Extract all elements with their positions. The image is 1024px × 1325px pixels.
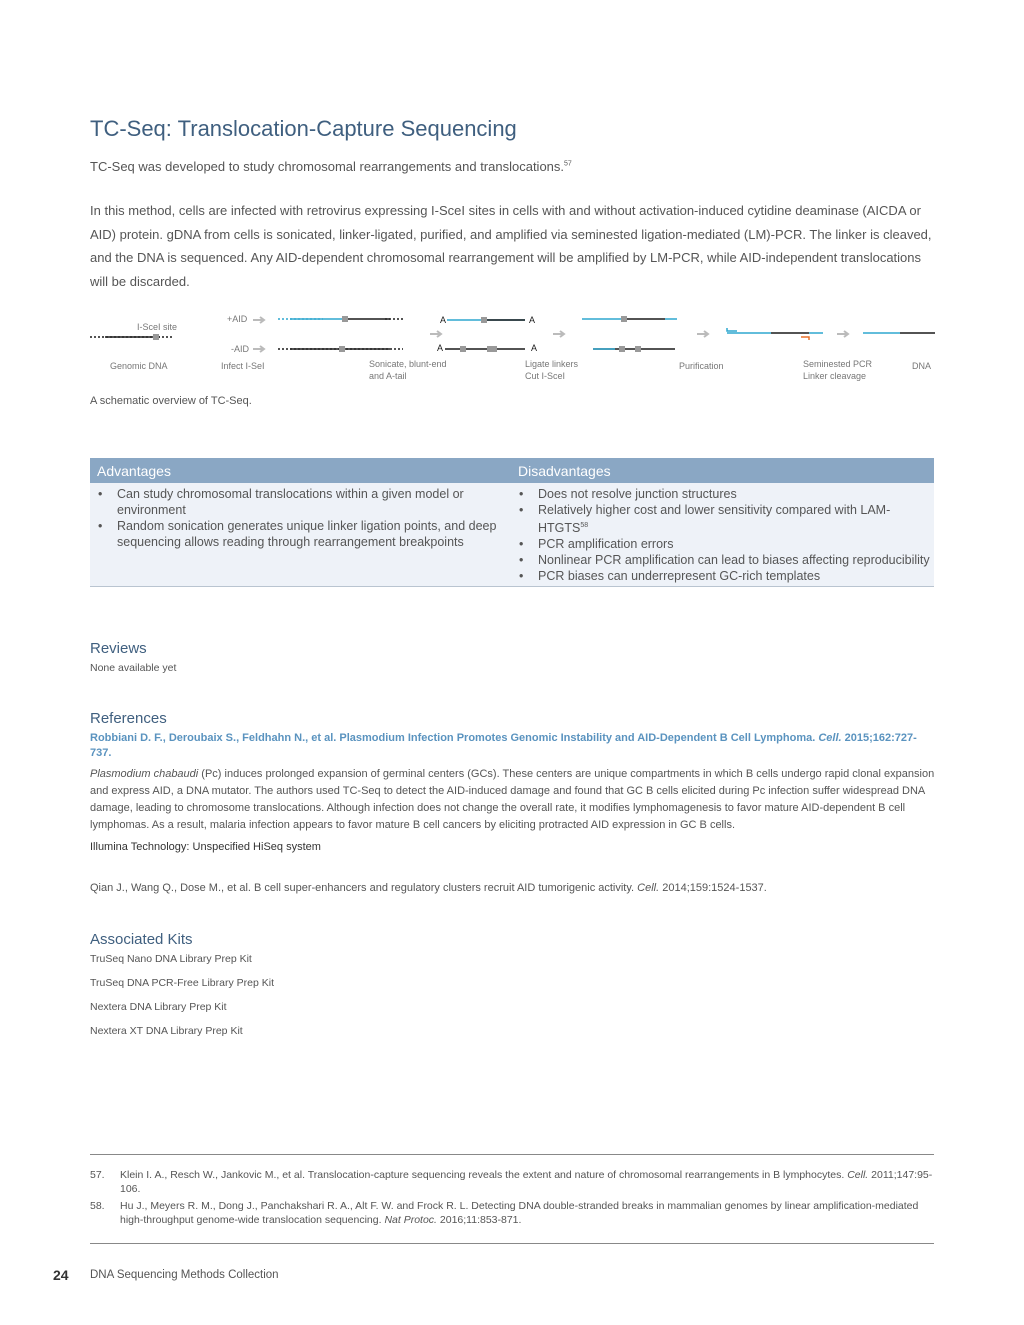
disadvantage-item: • Does not resolve junction structures: [515, 486, 934, 502]
sonicate-label-1: Sonicate, blunt-end: [369, 359, 447, 369]
footnote-57: 57. Klein I. A., Resch W., Jankovic M., et al. Translocation-capture sequencing reveals the extent and nature of chromosomal rearrangements in B lymphocytes. Cell. 2011;147:95-106.: [90, 1169, 933, 1195]
page-title: TC-Seq: Translocation-Capture Sequencing: [90, 116, 517, 141]
disadvantage-item: • PCR amplification errors: [515, 536, 934, 552]
purification-stage: [553, 316, 724, 371]
footer-divider: [90, 1243, 934, 1244]
seminested-label-1: Seminested PCR: [803, 359, 873, 369]
kit-item: Nextera DNA Library Prep Kit: [90, 1001, 227, 1013]
sonicate-label-2: and A-tail: [369, 371, 407, 381]
intro-text: [90, 159, 572, 174]
reviews-text: None available yet: [90, 662, 177, 674]
arrow-icon: [430, 331, 441, 337]
disadvantages-column: [511, 486, 934, 584]
arrow-icon: [697, 331, 708, 337]
sonicate-stage: [278, 316, 447, 381]
disadvantage-item: • PCR biases can underrepresent GC-rich templates: [515, 568, 934, 584]
seminested-label-2: Linker cleavage: [803, 371, 867, 381]
arrow-icon: [253, 317, 264, 323]
illumina-technology: Illumina Technology: Unspecified HiSeq system: [90, 841, 321, 853]
table-body: [90, 483, 934, 587]
disadvantage-item: • Nonlinear PCR amplification can lead to biases affecting reproducibility: [515, 552, 934, 568]
infect-stage: [221, 314, 265, 371]
infect-label: Infect I-SeI: [221, 361, 265, 371]
isce-site-label: I-SceI site: [137, 322, 178, 332]
page-number: 24: [53, 1267, 69, 1283]
reference-1-summary: Plasmodium chabaudi (Pc) induces prolonged expansion of germinal centers (GCs). These centers are unique compartments in which B cells undergo rapid clonal expansion and express AID, a DNA mutator. The authors used TC-Seq to detect the AID-induced damage and found that GC B cells elicited during Pc infection suffer widespread DNA damage, leading to chromosome translocations. Although infection does not change the overall rate, it modifies lymphomagenesis to favor mature AID-dependent B cell lymphomas. As a result, malaria infection appears to favor mature B cell cancers by eliciting protracted AID expression in GC B cells.: [90, 768, 935, 831]
genomic-dna-label: Genomic DNA: [110, 361, 168, 371]
disadvantages-header: Disadvantages: [518, 462, 611, 479]
kit-item: TruSeq DNA PCR-Free Library Prep Kit: [90, 977, 275, 989]
ligate-label-2: Cut I-SceI: [525, 371, 566, 381]
reviews-heading: Reviews: [90, 640, 147, 657]
a-tail-label: A: [437, 343, 444, 353]
arrow-icon: [253, 346, 264, 352]
footnote-58: 58. Hu J., Meyers R. M., Dong J., Panchakshari R. A., Alt F. W. and Frock R. L. Detecting DNA double-stranded breaks in mammalian genomes by linear amplification-mediated high-throughput genome-wide translocation sequencing. Nat Protoc. 2016;11:853-871.: [90, 1200, 919, 1226]
genomic-dna-stage: [90, 322, 177, 371]
reference-1-link[interactable]: Robbiani D. F., Deroubaix S., Feldhahn N., et al. Plasmodium Infection Promotes Genomic Instability and AID-Dependent B Cell Lymphoma. Cell. 2015;162:727-737.: [90, 732, 917, 759]
figure-caption: A schematic overview of TC-Seq.: [90, 395, 252, 407]
advantages-header: Advantages: [97, 462, 171, 479]
footnote-ref[interactable]: 58: [580, 522, 589, 529]
kit-item: TruSeq Nano DNA Library Prep Kit: [90, 953, 252, 965]
a-tail-label: A: [531, 343, 538, 353]
tc-seq-schematic: [85, 306, 940, 386]
pros-cons-table: [90, 458, 934, 587]
kits-heading: Associated Kits: [90, 931, 193, 948]
arrow-icon: [837, 331, 848, 337]
arrow-icon: [553, 331, 564, 337]
intro-sentence: TC-Seq was developed to study chromosomal rearrangements and translocations.: [90, 159, 565, 174]
kit-item: Nextera XT DNA Library Prep Kit: [90, 1025, 243, 1037]
reference-2: Qian J., Wang Q., Dose M., et al. B cell super-enhancers and regulatory clusters recruit AID tumorigenic activity. Cell. 2014;159:1524-1537.: [90, 882, 767, 894]
footnote-divider: [90, 1154, 934, 1155]
ligate-stage: [430, 315, 579, 381]
advantages-column: [90, 486, 511, 584]
advantage-item: • Random sonication generates unique linker ligation points, and deep sequencing allows reading through rearrangement breakpoints: [94, 518, 511, 550]
references-heading: References: [90, 710, 167, 727]
disadvantage-item: • Relatively higher cost and lower sensitivity compared with LAM-HTGTS$^{58}$: [515, 502, 934, 536]
ligate-label-1: Ligate linkers: [525, 359, 579, 369]
collection-title: DNA Sequencing Methods Collection: [90, 1269, 279, 1281]
method-paragraph: In this method, cells are infected with retrovirus expressing I-SceI sites in cells with and without activation-induced cytidine deaminase (AICDA or AID) protein. gDNA from cells is sonicated, linker-ligated, purified, and amplified via seminested ligation-mediated (LM)-PCR. The linker is cleaved, and the DNA is sequenced. Any AID-dependent chromosomal rearrangement will be amplified by LM-PCR, while AID-independent translocations will be discarded.: [90, 203, 932, 289]
a-tail-label: A: [529, 315, 536, 325]
a-tail-label: A: [440, 315, 447, 325]
minus-aid-label: -AID: [231, 344, 249, 354]
advantage-item: • Can study chromosomal translocations within a given model or environment: [94, 486, 511, 518]
intro-footnote-ref[interactable]: 57: [564, 160, 572, 168]
plus-aid-label: +AID: [227, 314, 248, 324]
table-header: [90, 458, 934, 483]
purification-label: Purification: [679, 361, 724, 371]
dna-label: DNA: [912, 361, 932, 371]
